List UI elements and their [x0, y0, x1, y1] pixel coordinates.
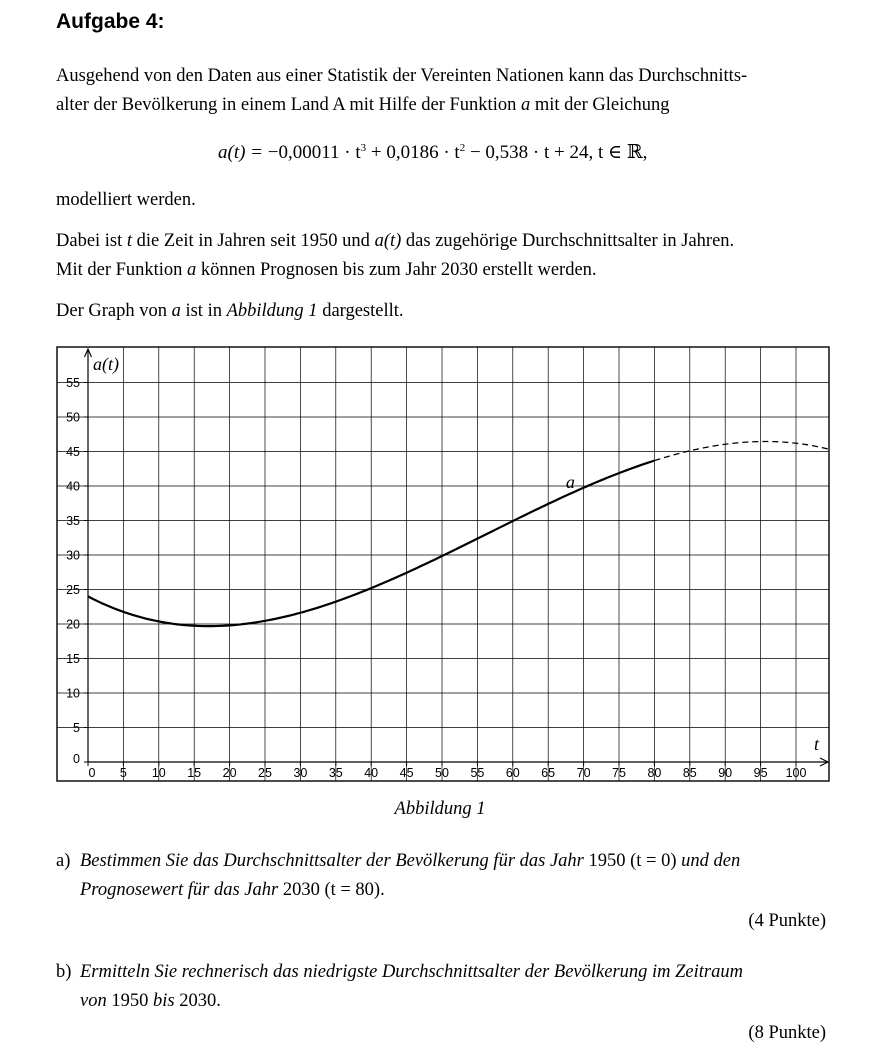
x-tick-label: 100: [785, 766, 807, 780]
x-tick-label: 35: [328, 766, 343, 780]
question-b-points: (8 Punkte): [748, 1023, 826, 1043]
explanation-paragraph: [56, 227, 836, 285]
question-b-label: b): [56, 962, 72, 982]
chart-frame: [57, 347, 829, 781]
intro-line-1: Ausgehend von den Daten aus einer Statistik der Vereinten Nationen kann das Durchschnitts-: [56, 66, 748, 86]
x-tick-label: 45: [399, 766, 414, 780]
y-tick-label: 15: [66, 652, 80, 666]
explanation-line-2: Mit der Funktion a können Prognosen bis zum Jahr 2030 erstellt werden.: [56, 260, 597, 280]
question-b-line-2: von 1950 bis 2030.: [80, 991, 221, 1011]
x-tick-label: 30: [293, 766, 308, 780]
question-a: [80, 847, 828, 905]
x-tick-label: 55: [470, 766, 485, 780]
x-tick-label: 5: [119, 766, 127, 780]
x-tick-label: 40: [364, 766, 379, 780]
function-name: a: [520, 95, 531, 115]
question-a-label: a): [56, 851, 71, 871]
question-b: [80, 958, 828, 1016]
x-tick-label: 80: [647, 766, 662, 780]
figure-reference: Der Graph von a ist in Abbildung 1 dargestellt.: [56, 301, 404, 321]
curve-label: a: [565, 472, 575, 493]
y-tick-label: 5: [73, 721, 80, 735]
x-tick-label: 70: [576, 766, 591, 780]
figure-caption: Abbildung 1: [394, 799, 486, 819]
y-tick-label: 45: [66, 445, 80, 459]
y-tick-label: 0: [73, 752, 80, 766]
explanation-line-1: Dabei ist t die Zeit in Jahren seit 1950 und a(t) das zugehörige Durchschnittsalter in Jahren.: [56, 231, 735, 251]
question-a-line-2: Prognosewert für das Jahr 2030 (t = 80).: [80, 880, 385, 900]
y-tick-label: 55: [66, 376, 80, 390]
question-b-line-1: Ermitteln Sie rechnerisch das niedrigste Durchschnittsalter der Bevölkerung im Zeitraum: [80, 962, 743, 982]
function-curve-dashed: [654, 442, 830, 461]
x-axis-label: t: [814, 734, 820, 754]
x-tick-label: 25: [258, 766, 272, 780]
y-axis-label: a(t): [93, 354, 119, 374]
task-heading: Aufgabe 4:: [56, 10, 165, 33]
x-tick-label: 0: [88, 766, 96, 780]
x-tick-label: 10: [151, 766, 166, 780]
question-a-line-1: Bestimmen Sie das Durchschnittsalter der Bevölkerung für das Jahr 1950 (t = 0) und den: [80, 851, 741, 871]
x-tick-label: 20: [222, 766, 237, 780]
x-tick-label: 95: [753, 766, 768, 780]
x-tick-label: 75: [612, 766, 626, 780]
modeled-text: modelliert werden.: [56, 190, 196, 210]
function-equation: $a(t) = -0,00011 \cdot t^3 + 0,0186 \cdot t^2 - 0,538 \cdot t + 24$, t ∈ ℝ,: [218, 142, 648, 163]
intro-line-2: alter der Bevölkerung in einem Land A mit Hilfe der Funktion a mit der Gleichung: [56, 95, 670, 115]
y-tick-label: 40: [66, 479, 80, 494]
y-tick-label: 10: [66, 686, 80, 701]
y-tick-label: 30: [66, 548, 80, 563]
intro-paragraph: [56, 62, 836, 120]
x-tick-label: 50: [435, 766, 449, 780]
x-tick-label: 60: [505, 766, 520, 780]
y-tick-label: 25: [66, 583, 80, 597]
y-tick-label: 50: [66, 410, 80, 425]
question-a-points: (4 Punkte): [748, 911, 826, 931]
x-tick-label: 65: [541, 766, 556, 780]
y-tick-label: 20: [66, 617, 80, 632]
function-graph: [56, 346, 830, 782]
x-tick-label: 85: [682, 766, 697, 780]
x-tick-label: 15: [187, 766, 202, 780]
x-tick-label: 90: [718, 766, 733, 780]
y-tick-label: 35: [66, 514, 80, 528]
